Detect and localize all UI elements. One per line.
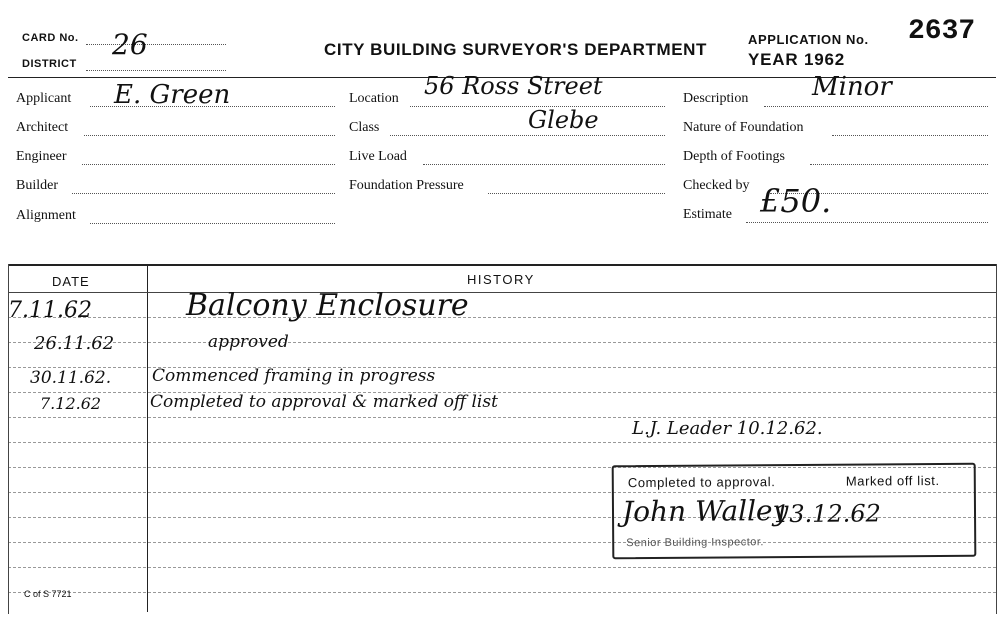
history-header-rule	[8, 292, 996, 293]
department-title: CITY BUILDING SURVEYOR'S DEPARTMENT	[324, 40, 708, 59]
year-label: YEAR 1962	[748, 50, 845, 69]
entry-text: Completed to approval & marked off list	[150, 392, 498, 412]
stamp-date: 13.12.62	[773, 499, 881, 529]
entry-text: Commenced framing in progress	[152, 366, 436, 386]
location-value-line1: 56 Ross Street	[424, 72, 603, 100]
card-no-label: CARD No.	[22, 32, 79, 44]
stamp-completed-text: Completed to approval.	[627, 474, 776, 491]
checked-by-label: Checked by	[683, 178, 750, 193]
builder-line	[72, 193, 335, 194]
nature-of-foundation-label: Nature of Foundation	[683, 120, 804, 135]
estimate-line	[746, 222, 988, 223]
engineer-label: Engineer	[16, 149, 67, 164]
district-line	[86, 70, 226, 71]
foundation-pressure-line	[488, 193, 665, 194]
row-line	[8, 567, 996, 568]
history-header: HISTORY	[467, 272, 535, 287]
location-value-line2: Glebe	[528, 106, 599, 134]
builder-label: Builder	[16, 178, 58, 193]
inspector-initials: L.J. Leader 10.12.62.	[632, 418, 823, 439]
location-label: Location	[349, 91, 399, 106]
applicant-value: E. Green	[114, 80, 231, 110]
architect-line	[84, 135, 335, 136]
depth-of-footings-label: Depth of Footings	[683, 149, 785, 164]
stamp-footer-text: Senior Building Inspector.	[626, 536, 765, 550]
applicant-label: Applicant	[16, 91, 72, 106]
engineer-line	[82, 164, 335, 165]
row-line	[8, 442, 996, 443]
row-line	[8, 417, 996, 418]
class-label: Class	[349, 120, 380, 135]
entry-text: Balcony Enclosure	[186, 288, 469, 323]
entry-date: 7.11.62	[8, 298, 92, 323]
card-right-edge	[996, 264, 997, 614]
alignment-label: Alignment	[16, 208, 76, 223]
date-header: DATE	[52, 274, 90, 289]
foundation-pressure-label: Foundation Pressure	[349, 178, 464, 193]
nature-of-foundation-line	[832, 135, 988, 136]
entry-text: approved	[208, 332, 289, 352]
application-no-label: APPLICATION No.	[748, 32, 869, 47]
entry-date: 7.12.62	[40, 394, 102, 413]
class-line	[390, 135, 665, 136]
estimate-value: £50.	[760, 182, 832, 220]
depth-of-footings-line	[810, 164, 988, 165]
row-line	[8, 592, 996, 593]
description-label: Description	[683, 91, 749, 106]
architect-label: Architect	[16, 120, 69, 135]
row-line	[8, 317, 996, 318]
estimate-label: Estimate	[683, 207, 732, 222]
completion-stamp	[612, 463, 977, 560]
form-code: C of S 7721	[24, 589, 72, 599]
application-no-value: 2637	[908, 16, 976, 47]
stamp-marked-off-text: Marked off list.	[845, 472, 940, 489]
live-load-label: Live Load	[349, 149, 407, 164]
description-line	[764, 106, 988, 107]
alignment-line	[90, 223, 335, 224]
row-line	[8, 342, 996, 343]
live-load-line	[423, 164, 665, 165]
entry-date: 30.11.62.	[30, 368, 112, 388]
description-value: Minor	[812, 72, 892, 102]
history-top-rule	[8, 264, 996, 266]
card-no-line	[86, 44, 226, 45]
stamp-signature: John Walley	[621, 494, 789, 529]
card-no-value: 26	[112, 28, 148, 61]
entry-date: 26.11.62	[34, 333, 115, 354]
card-left-edge	[8, 264, 9, 614]
district-label: DISTRICT	[22, 58, 77, 70]
